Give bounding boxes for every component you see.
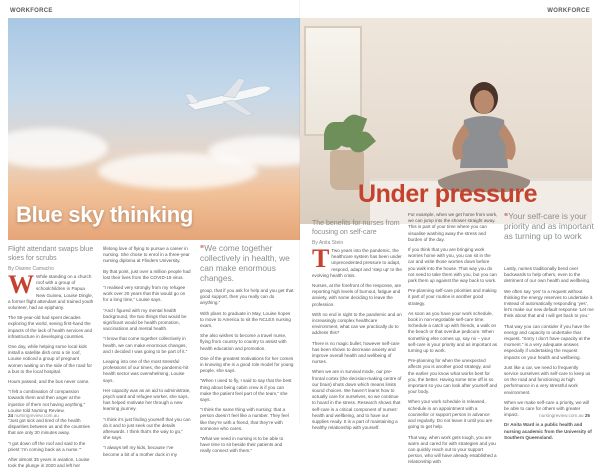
paragraph: After almost 35 years in aviation, Louise took the plunge in 2020 and left her xyxy=(8,457,90,469)
page-folio xyxy=(8,413,59,418)
paragraph: “I realised very strongly from my refugee work over 20 years that this would go on for a long time,” Louise says. xyxy=(103,285,186,303)
quote-mark-icon: “ xyxy=(504,211,509,221)
paragraph: T Two years into the pandemic, the healthcare system has been under unprecedented pressure to adapt, respond, adapt and ‘step up’ to the evolving health crisis. xyxy=(312,244,402,278)
quote-mark-icon: “ xyxy=(200,243,205,253)
byline: By Dianne Camacho xyxy=(8,266,54,272)
paragraph: Hours passed, and the bus never came. xyxy=(8,379,90,385)
section-tag: WORKFORCE xyxy=(547,8,590,14)
paragraph: That way you can consider if you have the energy and capacity to undertake that request. “Sorry I don’t have capacity at the moment.” is a very adequate answer, especially if undertaking the request impacts on your health and wellbeing. xyxy=(504,323,591,360)
hero-image-sky xyxy=(8,18,300,240)
drop-cap: W xyxy=(8,270,34,299)
airplane-icon xyxy=(183,76,275,118)
paragraph: lifelong love of flying to pursue a career in nursing. She chose to enrol in a three-year nursing diploma at Flinders University. xyxy=(103,246,190,264)
paragraph: Lastly, nurses traditionally bend over backwards to help others, even to the detriment of our own health and wellbeing. xyxy=(504,266,591,284)
paragraph: Just like a car, we need to frequently service ourselves with self-care to keep us on the road and functioning at high performance in a very stressful work environment. xyxy=(504,364,591,395)
paragraph: With plans to graduate in May, Louise hopes to move to America to sit the NCLEX nursing exam. xyxy=(200,310,291,329)
paragraph: “I got down off the roof and said to the priest ‘I’m coming back as a nurse.’” xyxy=(8,440,86,452)
paragraph: Pre-planning self-care priorities and making it part of your routine is another good strategy. xyxy=(408,288,497,306)
paragraph: We often say ‘yes’ to a request without thinking the energy reserves to undertake it. Instead of automatically responding ‘yes’, let’s make our new default response ‘Let me think about that and I will get back to you.’ xyxy=(504,288,594,319)
pull-quote: “We come together collectively in health, we can make enormous changes. xyxy=(200,243,290,283)
site-name: nursingreview.com.au xyxy=(539,413,584,418)
article-column-2 xyxy=(408,212,498,465)
section-tag: WORKFORCE xyxy=(10,8,53,14)
paragraph: “And I figured with my mental health background, the two things that would be significant would be health promotion, vaccinations and mental health. xyxy=(103,307,187,332)
paragraph: When your work schedule is released, schedule in an appointment with a counsellor or support person in advance and regularly. Do not leave it until you are going to get help. xyxy=(408,399,493,430)
paragraph: Leaping into one of the most stressful professions of our times, the pandemic-hit health sector was overwhelming, Louise says. xyxy=(103,359,189,383)
right-page xyxy=(300,0,600,465)
paragraph: Her capacity was as an aid to administrate, psych ward and refugee worker, she says, has helped motivate her through a new learning journey. xyxy=(103,387,191,412)
paragraph: The 55-year-old had spent decades exploring the world, seeing first-hand the impacts of the lack of health services and infrastructure in developing countries. xyxy=(8,315,93,339)
deck: The benefits for nurses from focusing on self-care xyxy=(312,220,400,236)
byline: By Anita Stein xyxy=(312,240,344,246)
page-number: 24 xyxy=(8,413,14,418)
deck: Flight attendant swaps blue skies for scrubs xyxy=(8,246,94,262)
article-column-3 xyxy=(200,288,294,454)
paragraph: She also wishes to become a travel nurse, flying from country to country to assist with health education and promotion. xyxy=(200,333,287,351)
paragraph: “I felt a combination of compassion towards them and then anger at the injustice of them not having anything,” Louise told Nursing Review. xyxy=(8,389,86,413)
paragraph: When we are in survival mode, our pre-frontal cortex (the decision-making centre of our brain) shuts down which means limits sound choices. We haven’t learnt how to actually care for ourselves, so we continue to hoard in the stress. Research shows that self-care is a critical component of nurses’ health and wellbeing, and to have our supplies ready. It is a part of maintaining a healthy relationship with yourself. xyxy=(312,369,402,431)
paragraph: “I always tell my kids, because I’ve become a bit of a mother duck in my xyxy=(103,445,178,457)
paragraph: W While standing on a church roof with a group of schoolchildren in Papua New Guinea, Louise Dingle, a former flight attendant and trained youth volunteer, had an epiphany. xyxy=(8,270,94,311)
paragraph: Pre-planning for when the unexpected affects you is another good strategy, and the earlier you know what works best for you, the better. Having some time off is so important so you can look after yourself and your body. xyxy=(408,358,498,395)
page-number: 25 xyxy=(584,413,590,418)
paragraph: By that point, just over a million people had lost their lives from the COVID-19 virus. xyxy=(103,268,191,280)
paragraph: If you think that you are bringing work worries home with you, you can sit in the car and write those worries down before you walk into the house. That way you do not need to take them with you, but you can park them up against the way back to work. xyxy=(408,247,497,284)
paragraph: One day, while helping some local kids install a satellite dish onto a tin roof, Louise noticed a group of pregnant women waiting on the side of the road for a bus to the local hospital. xyxy=(8,344,93,374)
paragraph: With no end in sight to the pandemic and an increasingly complex healthcare environment, what can we practically do to address this? xyxy=(312,311,402,336)
article-column-1 xyxy=(312,244,402,431)
paragraph: Nurses, at the forefront of the response, are reporting high levels of burnout, fatigue and anxiety, with some deciding to leave the profession. xyxy=(312,283,402,307)
drop-cap: T xyxy=(312,244,330,273)
paragraph: “What we need in nursing is to be able to have time to sit beside their patients and really connect with them.” xyxy=(200,436,284,454)
paragraph: “I know that come together collectively in health, we can make enormous changes, and I decided I was going to be part of it.” xyxy=(103,336,188,354)
paragraph: That way, when work gets tough, you are warm and cared for with strategies and you can quickly reach out to your support person, who will have already established a relationship with xyxy=(408,434,497,465)
paragraph: As soon as you have your work schedule, book in non-negotiable self-care time. Schedule a catch up with friends, a walk on the beach or that overdue pedicure. When something else comes up, say no – your self-care is your priority and as important as turning up to work. xyxy=(408,310,498,354)
pull-quote: “Your self-care is your priority and as important as turning up to work xyxy=(504,211,594,241)
paragraph: “I think it’s just finding yourself that you can do it and to just seek out the details afterwards. I think that’s the way to go,” she says. xyxy=(103,416,191,441)
paragraph: One of the greatest motivations for her comes in knowing she is a good role model for young people, she says. xyxy=(200,355,294,374)
paragraph: There is no magic bullet; however self-care has been shown to decrease anxiety and improve overall health and wellbeing of nurses. xyxy=(312,340,400,365)
paragraph: For example, when we get home from work, we can jump into the shower straight away. This is part of your time where you can visualise washing away the stress and burden of the day. xyxy=(408,212,498,242)
paragraph: “When I used to fly, I said to say that the best thing about being cabin crew is if you can make the patient feel part of the team,” she says. xyxy=(200,378,292,403)
article-column-2 xyxy=(103,246,191,457)
page-folio xyxy=(539,413,590,418)
paragraph: “Just got sick and tired of the health disparities between us and the countries that are only 30 minutes away. xyxy=(8,418,90,436)
page-title: Under pressure xyxy=(358,180,538,208)
paragraph: group, that if you ask for help and you get that good support, then you really can do anything.” xyxy=(200,288,294,306)
paragraph: “I think the same thing with nursing: that a person doesn’t feel like a number. They feel like they’re with a friend, that they’re with someone who cares. xyxy=(200,407,289,431)
page-title: Blue sky thinking xyxy=(16,202,194,227)
paragraph: When we make self-care a priority, we will be able to care for others with greater impact. xyxy=(504,399,590,418)
author-bio: Dr Anita Ward is a public health and nursing academic from the University of Southern Queensland. xyxy=(504,422,592,440)
site-name: nursingreview.com.au xyxy=(14,413,59,418)
